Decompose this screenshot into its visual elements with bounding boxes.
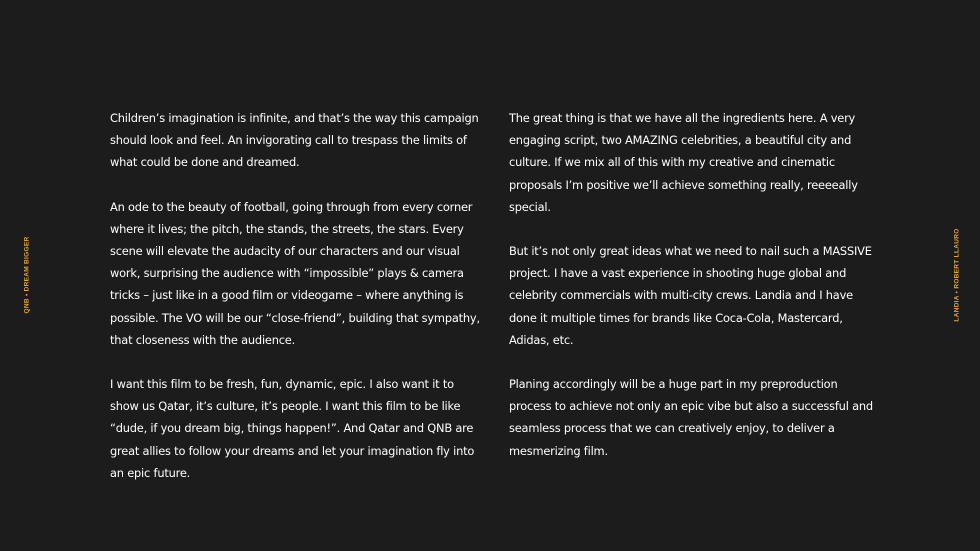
paragraph-film-vision: I want this film to be fresh, fun, dynamic, epic. I also want it to show us Qatar, it’s culture, it’s people. I want this film to be like “dude, if you dream big, things happen!”. And Qatar and QNB are great allies to follow your dreams and let your imagination fly into an epic future. <box>110 377 475 480</box>
paragraph-ingredients: The great thing is that we have all the ingredients here. A very engaging script, two AMAZING celebrities, a beautiful city and culture. If we mix all of this with my creative and cinematic proposals I’m positive we’ll achieve something really, reeeeally special. <box>509 111 858 214</box>
paragraph-planning: Planing accordingly will be a huge part in my preproduction process to achieve not only an epic vibe but also a successful and seamless process that we can creatively enjoy, to deliver a mesmerizing film. <box>509 377 873 458</box>
side-label-director: LANDIA • ROBERT LLAURO <box>953 228 961 322</box>
left-text-column <box>110 107 482 506</box>
side-label-project: QNB • DREAM BIGGER <box>23 236 31 314</box>
paragraph-experience: But it’s not only great ideas what we need to nail such a MASSIVE project. I have a vast experience in shooting huge global and celebrity commercials with multi-city crews. Landia and I have done it multiple times for brands like Coca-Cola, Mastercard, Adidas, etc. <box>509 244 872 347</box>
paragraph-imagination: Children’s imagination is infinite, and that’s the way this campaign should look and feel. An invigorating call to trespass the limits of what could be done and dreamed. <box>110 111 479 170</box>
paragraph-football-ode: An ode to the beauty of football, going through from every corner where it lives; the pitch, the stands, the streets, the stars. Every scene will elevate the audacity of our characters and our visual work, surprising the audience with “impossible” plays & camera tricks – just like in a good film or videogame – where anything is possible. The VO will be our “close-friend”, building that sympathy, that closeness with the audience. <box>110 199 480 347</box>
right-text-column <box>509 107 875 484</box>
